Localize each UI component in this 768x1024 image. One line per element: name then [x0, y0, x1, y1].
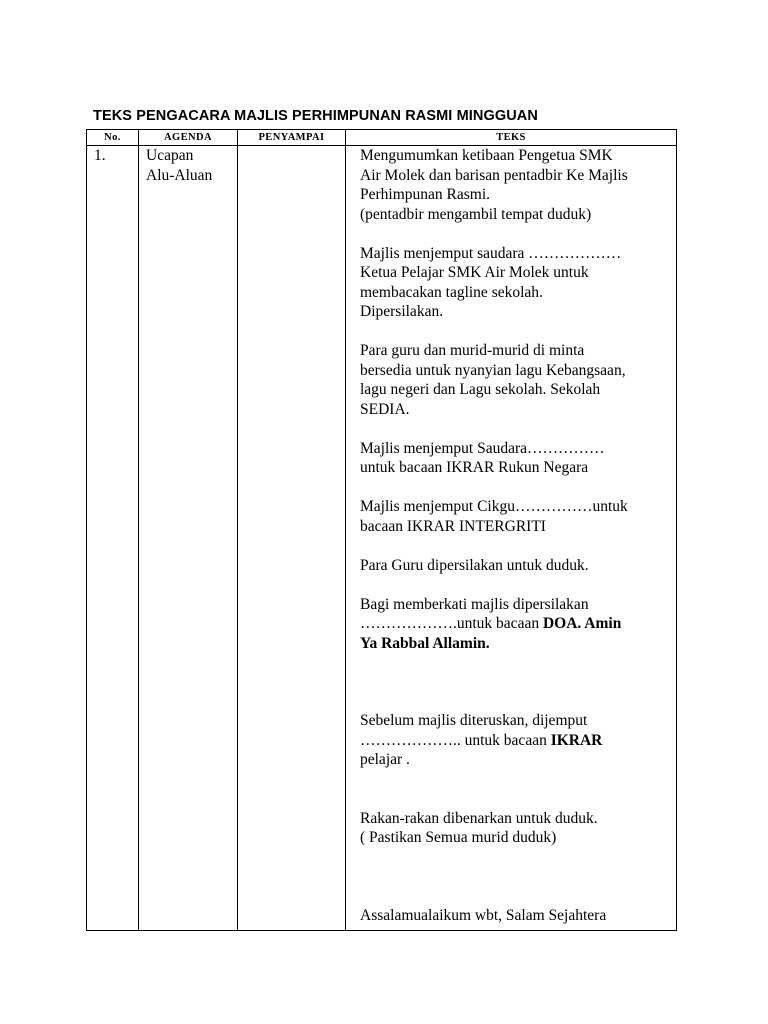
teks-paragraph	[360, 809, 672, 848]
teks-line	[360, 614, 672, 634]
cell-no	[87, 146, 139, 931]
teks-line: (pentadbir mengambil tempat duduk)	[360, 205, 592, 223]
teks-line: Para guru dan murid-murid di minta	[360, 342, 585, 359]
teks-paragraph	[360, 439, 672, 478]
cell-agenda	[139, 146, 238, 931]
teks-line: bacaan IKRAR INTERGRITI	[360, 517, 546, 535]
teks-line: pelajar .	[360, 751, 410, 768]
teks-text: ……………….untuk bacaan	[360, 615, 543, 632]
cell-teks	[346, 146, 677, 931]
teks-paragraph	[360, 497, 672, 536]
teks-bold-text: IKRAR	[550, 731, 603, 749]
row-number: 1.	[94, 147, 106, 164]
teks-line: Dipersilakan.	[360, 303, 444, 320]
teks-paragraph	[360, 906, 672, 926]
agenda-line: Ucapan	[146, 147, 194, 164]
teks-line: Mengumumkan ketibaan Pengetua SMK	[360, 147, 613, 164]
teks-line: Air Molek dan barisan pentadbir Ke Majlis	[360, 166, 628, 184]
teks-paragraph	[360, 244, 672, 322]
teks-paragraph	[360, 146, 672, 224]
teks-line: Para Guru dipersilakan untuk duduk.	[360, 556, 589, 574]
teks-line: Assalamualaikum wbt, Salam Sejahtera	[360, 906, 607, 924]
teks-paragraph	[360, 341, 672, 419]
teks-line: ( Pastikan Semua murid duduk)	[360, 829, 557, 846]
teks-line: bersedia untuk nyanyian lagu Kebangsaan,	[360, 361, 626, 379]
teks-bold-text: DOA. Amin	[542, 615, 622, 632]
teks-line: untuk bacaan IKRAR Rukun Negara	[360, 459, 589, 476]
header-no: No.	[87, 130, 139, 146]
teks-line: Ketua Pelajar SMK Air Molek untuk	[360, 264, 589, 281]
agenda-table	[86, 129, 677, 931]
teks-line: Majlis menjemput saudara ………………	[360, 244, 622, 262]
teks-line: Perhimpunan Rasmi.	[360, 186, 491, 203]
teks-line: membacakan tagline sekolah.	[360, 283, 543, 301]
table-row	[87, 146, 677, 931]
teks-line: SEDIA.	[360, 400, 410, 418]
cell-penyampai	[238, 146, 346, 931]
teks-line: Majlis menjemput Cikgu……………untuk	[360, 498, 628, 515]
document-title: TEKS PENGACARA MAJLIS PERHIMPUNAN RASMI MINGGUAN	[93, 108, 538, 124]
header-penyampai: PENYAMPAI	[238, 130, 346, 146]
teks-line: Majlis menjemput Saudara……………	[360, 439, 605, 457]
teks-paragraph	[360, 595, 672, 654]
table-header-row	[87, 130, 677, 146]
teks-paragraph	[360, 711, 672, 770]
teks-line: Bagi memberkati majlis dipersilakan	[360, 595, 589, 613]
teks-text: ……………….. untuk bacaan	[360, 731, 551, 749]
teks-line: lagu negeri dan Lagu sekolah. Sekolah	[360, 381, 601, 398]
teks-line: Rakan-rakan dibenarkan untuk duduk.	[360, 809, 598, 827]
header-teks: TEKS	[346, 130, 677, 146]
teks-line	[360, 731, 672, 751]
teks-paragraph	[360, 556, 672, 576]
header-agenda: AGENDA	[139, 130, 238, 146]
agenda-line: Alu-Aluan	[146, 166, 213, 184]
teks-line: Ya Rabbal Allamin.	[360, 634, 490, 652]
teks-line: Sebelum majlis diteruskan, dijemput	[360, 712, 588, 729]
